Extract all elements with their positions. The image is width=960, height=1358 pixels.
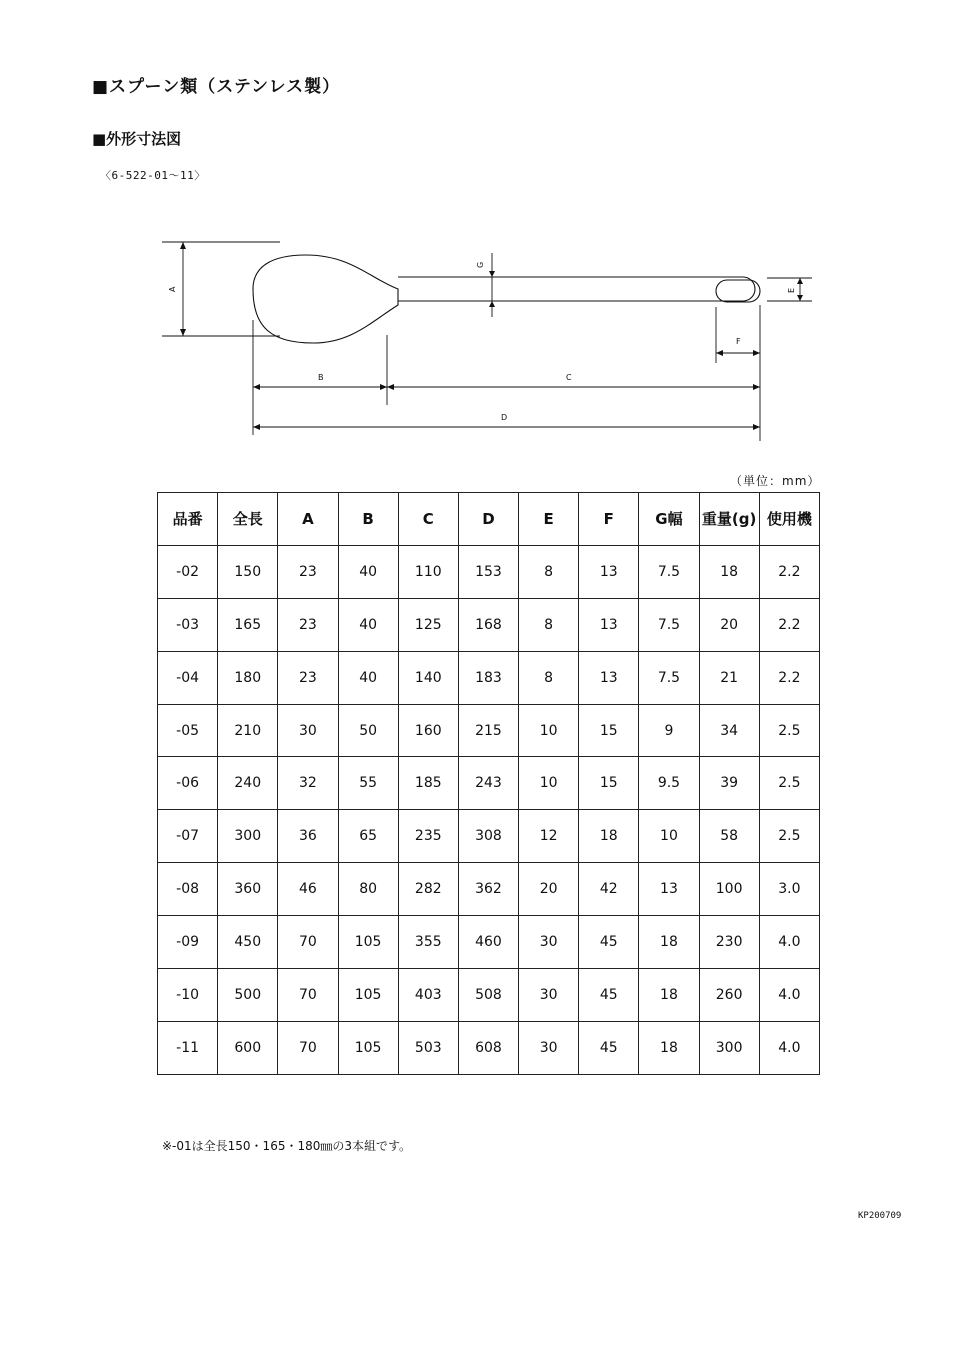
unit-note: （単位：mm） (730, 474, 821, 488)
table-cell: 600 (218, 1021, 278, 1074)
table-cell: 210 (218, 704, 278, 757)
page-title: ■スプーン類（ステンレス製） (92, 77, 341, 97)
table-cell: 300 (699, 1021, 759, 1074)
table-row (158, 598, 820, 651)
table-cell: 503 (398, 1021, 458, 1074)
table-cell: 13 (579, 651, 639, 704)
table-cell: -11 (158, 1021, 218, 1074)
table-cell: 105 (338, 969, 398, 1022)
table-cell: 508 (458, 969, 518, 1022)
table-cell: 4.0 (759, 916, 819, 969)
table-cell: 58 (699, 810, 759, 863)
dim-label-a: A (168, 286, 177, 292)
table-cell: 70 (278, 969, 338, 1022)
table-cell: 355 (398, 916, 458, 969)
table-cell: 23 (278, 545, 338, 598)
header-cell: 重量(g) (699, 493, 759, 546)
table-cell: 185 (398, 757, 458, 810)
spoon-dimension-drawing (150, 225, 830, 450)
dim-label-d: D (501, 413, 508, 422)
table-cell: 18 (699, 545, 759, 598)
table-cell: 4.0 (759, 1021, 819, 1074)
table-cell: 7.5 (639, 598, 699, 651)
table-cell: 10 (639, 810, 699, 863)
dim-label-f: F (736, 337, 741, 346)
table-cell: 153 (458, 545, 518, 598)
table-cell: 12 (519, 810, 579, 863)
table-cell: 15 (579, 757, 639, 810)
table-cell: 30 (519, 1021, 579, 1074)
table-cell: 42 (579, 863, 639, 916)
table-cell: 40 (338, 545, 398, 598)
table-cell: 362 (458, 863, 518, 916)
table-cell: 160 (398, 704, 458, 757)
table-cell: 240 (218, 757, 278, 810)
header-cell: 全長 (218, 493, 278, 546)
table-cell: 2.5 (759, 757, 819, 810)
header-cell: 使用機 (759, 493, 819, 546)
table-cell: 9 (639, 704, 699, 757)
table-row (158, 916, 820, 969)
table-cell: 23 (278, 598, 338, 651)
table-header-row (158, 493, 820, 546)
table-cell: 18 (579, 810, 639, 863)
table-cell: 105 (338, 916, 398, 969)
table-cell: 30 (278, 704, 338, 757)
header-cell: 品番 (158, 493, 218, 546)
table-cell: 30 (519, 969, 579, 1022)
table-cell: 282 (398, 863, 458, 916)
dim-label-e: E (787, 287, 796, 293)
section-title: ■外形寸法図 (92, 130, 182, 148)
table-cell: 308 (458, 810, 518, 863)
table-cell: 70 (278, 916, 338, 969)
table-cell: 80 (338, 863, 398, 916)
table-cell: 168 (458, 598, 518, 651)
table-cell: 230 (699, 916, 759, 969)
header-cell: D (458, 493, 518, 546)
dim-label-g: G (476, 261, 485, 268)
table-cell: 18 (639, 1021, 699, 1074)
table-cell: 70 (278, 1021, 338, 1074)
table-row (158, 863, 820, 916)
table-cell: -03 (158, 598, 218, 651)
table-row (158, 757, 820, 810)
table-cell: 150 (218, 545, 278, 598)
table-cell: 10 (519, 757, 579, 810)
table-cell: 10 (519, 704, 579, 757)
table-cell: -04 (158, 651, 218, 704)
table-cell: 36 (278, 810, 338, 863)
table-cell: 40 (338, 598, 398, 651)
table-cell: 34 (699, 704, 759, 757)
table-cell: 183 (458, 651, 518, 704)
table-cell: 7.5 (639, 545, 699, 598)
table-cell: 8 (519, 651, 579, 704)
spoon-handle (398, 277, 755, 301)
table-cell: 235 (398, 810, 458, 863)
table-cell: 7.5 (639, 651, 699, 704)
table-cell: 260 (699, 969, 759, 1022)
header-cell: C (398, 493, 458, 546)
table-row (158, 1021, 820, 1074)
table-cell: 18 (639, 969, 699, 1022)
table-cell: 403 (398, 969, 458, 1022)
table-cell: 215 (458, 704, 518, 757)
table-cell: 45 (579, 1021, 639, 1074)
table-cell: 32 (278, 757, 338, 810)
table-cell: -06 (158, 757, 218, 810)
table-cell: 4.0 (759, 969, 819, 1022)
header-cell: A (278, 493, 338, 546)
table-cell: 15 (579, 704, 639, 757)
table-cell: 46 (278, 863, 338, 916)
table-cell: 2.5 (759, 704, 819, 757)
table-cell: 65 (338, 810, 398, 863)
table-row (158, 969, 820, 1022)
table-cell: 460 (458, 916, 518, 969)
table-row (158, 704, 820, 757)
dimension-table (157, 492, 820, 1075)
table-cell: -05 (158, 704, 218, 757)
table-cell: 13 (579, 545, 639, 598)
table-cell: 3.0 (759, 863, 819, 916)
table-cell: 100 (699, 863, 759, 916)
footnote: ※-01は全長150・165・180㎜の3本組です。 (162, 1139, 412, 1153)
table-cell: 300 (218, 810, 278, 863)
table-cell: 450 (218, 916, 278, 969)
table-cell: -07 (158, 810, 218, 863)
table-cell: 20 (699, 598, 759, 651)
table-cell: 39 (699, 757, 759, 810)
header-cell: B (338, 493, 398, 546)
table-cell: 18 (639, 916, 699, 969)
table-cell: 243 (458, 757, 518, 810)
table-cell: 8 (519, 598, 579, 651)
table-cell: 165 (218, 598, 278, 651)
model-range: 〈6-522-01～11〉 (100, 169, 206, 182)
table-cell: 105 (338, 1021, 398, 1074)
table-cell: 500 (218, 969, 278, 1022)
table-row (158, 651, 820, 704)
table-cell: 2.5 (759, 810, 819, 863)
table-cell: 45 (579, 969, 639, 1022)
table-cell: 13 (639, 863, 699, 916)
table-cell: 30 (519, 916, 579, 969)
header-cell: F (579, 493, 639, 546)
spoon-bowl (253, 255, 398, 343)
table-cell: 21 (699, 651, 759, 704)
table-cell: 13 (579, 598, 639, 651)
table-cell: 9.5 (639, 757, 699, 810)
table-cell: 125 (398, 598, 458, 651)
table-cell: -09 (158, 916, 218, 969)
header-cell: G幅 (639, 493, 699, 546)
table-cell: 140 (398, 651, 458, 704)
table-cell: 608 (458, 1021, 518, 1074)
table-cell: -02 (158, 545, 218, 598)
dim-label-c: C (566, 373, 572, 382)
table-cell: -08 (158, 863, 218, 916)
table-cell: 2.2 (759, 598, 819, 651)
table-row (158, 545, 820, 598)
table-cell: -10 (158, 969, 218, 1022)
table-cell: 50 (338, 704, 398, 757)
table-row (158, 810, 820, 863)
table-cell: 20 (519, 863, 579, 916)
header-cell: E (519, 493, 579, 546)
table-cell: 55 (338, 757, 398, 810)
table-cell: 40 (338, 651, 398, 704)
table-cell: 180 (218, 651, 278, 704)
dim-label-b: B (318, 373, 324, 382)
table-cell: 2.2 (759, 545, 819, 598)
table-cell: 360 (218, 863, 278, 916)
document-code: KP200709 (858, 1211, 902, 1221)
table-cell: 45 (579, 916, 639, 969)
table-cell: 8 (519, 545, 579, 598)
table-cell: 23 (278, 651, 338, 704)
table-cell: 2.2 (759, 651, 819, 704)
table-cell: 110 (398, 545, 458, 598)
